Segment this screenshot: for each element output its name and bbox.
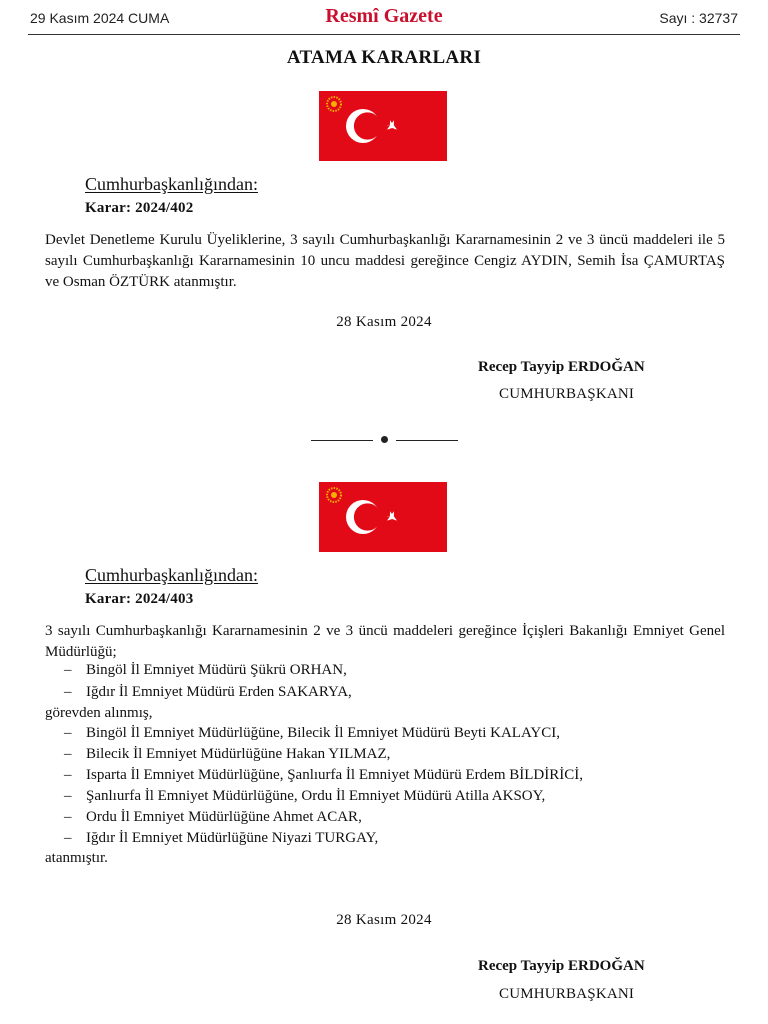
decision-separator [0,430,768,450]
list-item: – Isparta İl Emniyet Müdürlüğüne, Şanlıurfa İl Emniyet Müdürü Erdem BİLDİRİCİ, [64,767,583,783]
list-dash: – [64,809,72,825]
turkish-flag-icon [319,482,447,552]
signer-name: Recep Tayyip ERDOĞAN [478,958,645,974]
appointed-suffix: atanmıştır. [45,850,108,866]
turkish-flag-icon [319,91,447,161]
list-dash: – [64,725,72,741]
list-item: – Iğdır İl Emniyet Müdürü Erden SAKARYA, [64,684,352,700]
list-item: – Bingöl İl Emniyet Müdürlüğüne, Bilecik İl Emniyet Müdürü Beyti KALAYCI, [64,725,560,741]
signer-title: CUMHURBAŞKANI [499,386,635,402]
gazette-date: 29 Kasım 2024 CUMA [30,10,170,26]
decision-number: Karar: 2024/402 [85,200,194,216]
list-dash: – [64,788,72,804]
list-item: – Şanlıurfa İl Emniyet Müdürlüğüne, Ordu İl Emniyet Müdürü Atilla AKSOY, [64,788,546,804]
signer-name: Recep Tayyip ERDOĞAN [478,359,645,375]
list-dash: – [64,767,72,783]
decision-date: 28 Kasım 2024 [336,912,432,928]
list-item: – Iğdır İl Emniyet Müdürlüğüne Niyazi TURGAY, [64,830,379,846]
list-dash: – [64,746,72,762]
issuing-office: Cumhurbaşkanlığından: [85,174,258,194]
list-item: – Ordu İl Emniyet Müdürlüğüne Ahmet ACAR, [64,809,362,825]
gazette-issue-number: Sayı : 32737 [659,10,738,26]
issuing-office: Cumhurbaşkanlığından: [85,565,258,585]
gazette-title: Resmî Gazete [325,5,443,27]
header-rule [28,34,740,35]
decision-date: 28 Kasım 2024 [336,314,432,330]
list-dash: – [64,662,72,678]
decision-intro: 3 sayılı Cumhurbaşkanlığı Kararnamesinin 2 ve 3 üncü maddeleri gereğince İçişleri Bakanlığı Emniyet Genel Müdürlüğü; [45,623,725,660]
section-title: ATAMA KARARLARI [286,47,482,68]
list-dash: – [64,830,72,846]
signer-title: CUMHURBAŞKANI [499,986,635,1002]
decision-number: Karar: 2024/403 [85,591,194,607]
decision-text: Devlet Denetleme Kurulu Üyeliklerine, 3 sayılı Cumhurbaşkanlığı Kararnamesinin 2 ve 3 üncü maddeleri ile 5 sayılı Cumhurbaşkanlığı Kararnamesinin 10 uncu maddesi gereğince Cengiz AYDIN, Semih İsa ÇAMURTAŞ ve Osman ÖZTÜRK atanmıştır. [45,232,725,290]
removed-suffix: görevden alınmış, [45,705,153,721]
list-dash: – [64,684,72,700]
list-item: – Bilecik İl Emniyet Müdürlüğüne Hakan YILMAZ, [64,746,391,762]
list-item: – Bingöl İl Emniyet Müdürü Şükrü ORHAN, [64,662,347,678]
